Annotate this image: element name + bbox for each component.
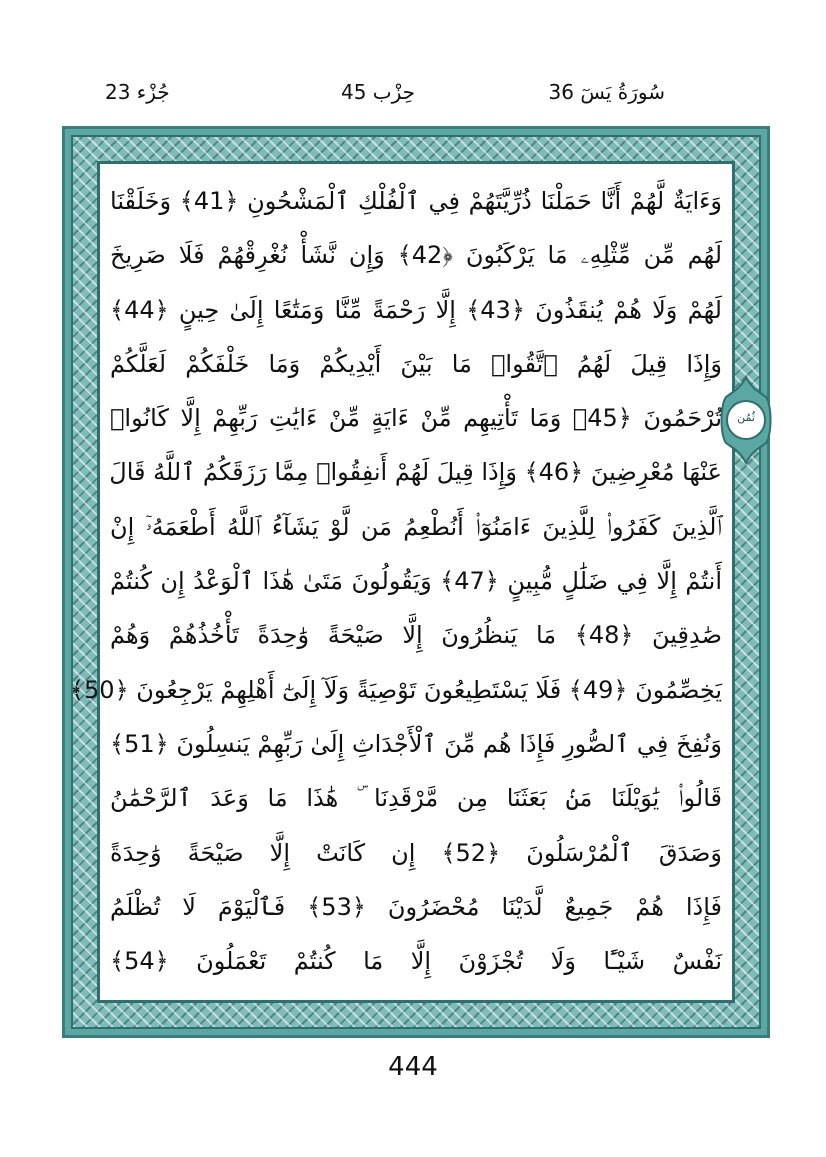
verse-line-3: لَهُمْ وَلَا هُمْ يُنقَذُونَ ﴿43﴾ إِلَّا رَحْمَةً مِّنَّا وَمَتَٰعًا إِلَىٰ حِينٍ ﴿44﴾ [110, 295, 722, 324]
text-panel [69, 161, 735, 1003]
verse-line-15: نَفْسٌ شَيْـًٔا وَلَا تُجْزَوْنَ إِلَّا مَا كُنتُمْ تَعْمَلُونَ ﴿54﴾ [110, 947, 722, 976]
page-header [105, 80, 665, 120]
thumun-marker-ornament [718, 375, 774, 465]
verse-lines [69, 174, 732, 988]
thumun-label: ثُمُن [737, 411, 755, 424]
juz-label: جُزْء 23 [105, 80, 170, 104]
verse-line-5: تُرْحَمُونَ ﴿45﴾ وَمَا تَأْتِيهِم مِّنْ ءَايَةٍ مِّنْ ءَايَٰتِ رَبِّهِمْ إِلَّا كَانُوا۟ [110, 404, 722, 433]
surah-label: 36 سُورَةُ يَسٓ [548, 80, 665, 104]
verse-line-8: أَنتُمْ إِلَّا فِي ضَلَٰلٍ مُّبِينٍ ﴿47﴾ وَيَقُولُونَ مَتَىٰ هَٰذَا ٱلْوَعْدُ إِن كُنتُمْ [110, 567, 722, 596]
verse-line-9: صَٰدِقِينَ ﴿48﴾ مَا يَنظُرُونَ إِلَّا صَيْحَةً وَٰحِدَةً تَأْخُذُهُمْ وَهُمْ [110, 621, 722, 650]
page-number: 444 [388, 1052, 438, 1082]
verse-line-6: عَنْهَا مُعْرِضِينَ ﴿46﴾ وَإِذَا قِيلَ لَهُمْ أَنفِقُوا۟ مِمَّا رَزَقَكُمُ ٱللَّهُ قَالَ [109, 458, 722, 487]
verse-line-1: وَءَايَةٌ لَّهُمْ أَنَّا حَمَلْنَا ذُرِّيَّتَهُمْ فِي ٱلْفُلْكِ ٱلْمَشْحُونِ ﴿41﴾ وَخَلَقْنَا [110, 187, 722, 215]
verse-line-7: ٱلَّذِينَ كَفَرُوا۟ لِلَّذِينَ ءَامَنُوٓا۟ أَنُطْعِمُ مَن لَّوْ يَشَآءُ ٱللَّهُ أَطْعَمَهُۥٓ إِنْ [110, 512, 722, 541]
verse-line-11: وَنُفِخَ فِي ٱلصُّورِ فَإِذَا هُم مِّنَ ٱلْأَجْدَاثِ إِلَىٰ رَبِّهِمْ يَنسِلُونَ ﴿51﴾ [110, 729, 722, 758]
verse-line-14: فَإِذَا هُمْ جَمِيعٌ لَّدَيْنَا مُحْضَرُونَ ﴿53﴾ فَٱلْيَوْمَ لَا تُظْلَمُ [110, 892, 722, 921]
ornamental-frame [62, 126, 770, 1038]
hizb-label: حِزْب 45 [341, 80, 416, 104]
verse-line-2: لَهُم مِّن مِّثْلِهِۦ مَا يَرْكَبُونَ ﴿42﴾ وَإِن نَّشَأْ نُغْرِقْهُمْ فَلَا صَرِيخَ [110, 241, 723, 270]
verse-line-4: وَإِذَا قِيلَ لَهُمُ ٱتَّقُوا۟ مَا بَيْنَ أَيْدِيكُمْ وَمَا خَلْفَكُمْ لَعَلَّكُمْ [110, 349, 722, 378]
verse-line-13: وَصَدَقَ ٱلْمُرْسَلُونَ ﴿52﴾ إِن كَانَتْ إِلَّا صَيْحَةً وَٰحِدَةً [110, 838, 722, 867]
verse-line-12: قَالُوا۟ يَٰوَيْلَنَا مَنۢ بَعَثَنَا مِن مَّرْقَدِنَا ۜ هَٰذَا مَا وَعَدَ ٱلرَّحْمَٰنُ [110, 784, 722, 813]
verse-line-10: يَخِصِّمُونَ ﴿49﴾ فَلَا يَسْتَطِيعُونَ تَوْصِيَةً وَلَآ إِلَىٰٓ أَهْلِهِمْ يَرْجِعُونَ ﴿50﴾ [69, 675, 722, 704]
